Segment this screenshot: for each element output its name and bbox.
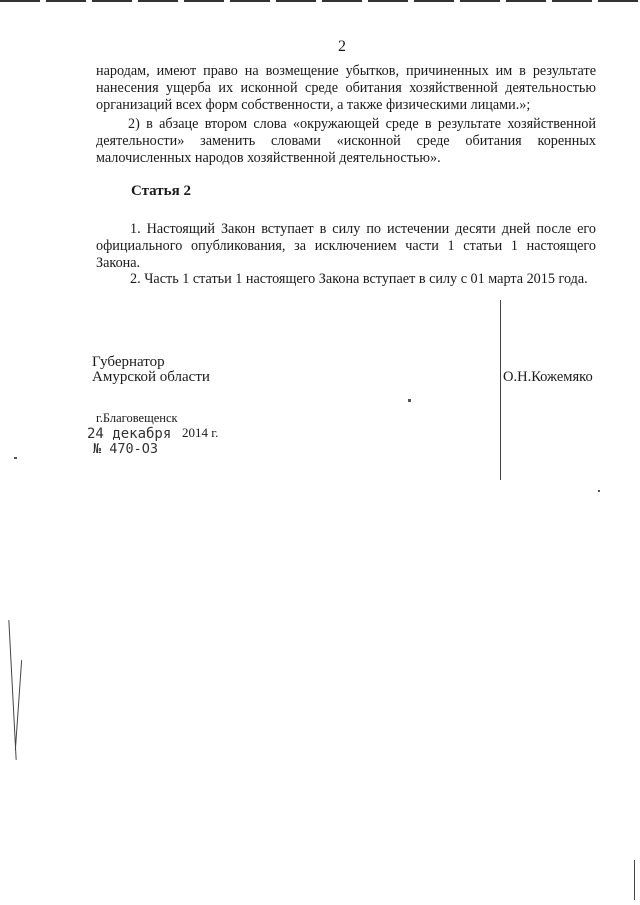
paragraph-continuation: народам, имеют право на возмещение убытков, причиненных им в результате нанесения ущерба их исконной среде обитания хозяйственной деятельностью организаций всех форм собственности, а также физическими лицами.»;: [96, 63, 596, 113]
place-of-signing: г.Благовещенск: [96, 411, 178, 425]
signatory-name: О.Н.Кожемяко: [503, 369, 593, 385]
article-heading: Статья 2: [131, 183, 191, 199]
signatory-title-line-2: Амурской области: [92, 369, 210, 385]
law-number: № 470-ОЗ: [93, 441, 159, 457]
paragraph-amendment: 2) в абзаце втором слова «окружающей среде в результате хозяйственной деятельности» заменить словами «исконной среде обитания коренных малочисленных народов хозяйственной деятельностью».: [96, 116, 596, 166]
signatory-title-line-1: Губернатор: [92, 354, 165, 370]
scan-line-left-edge-2: [15, 660, 22, 750]
scan-speck: [408, 399, 411, 402]
top-border-rule: [0, 0, 640, 2]
scan-line-right-edge: [634, 860, 635, 900]
article-paragraph-1: 1. Настоящий Закон вступает в силу по истечении десяти дней после его официального опубликования, за исключением части 1 статьи 1 настоящего Закона.: [96, 221, 596, 271]
scan-speck: [14, 457, 17, 459]
date-handwritten: 24 декабря: [87, 426, 172, 442]
date-year: 2014 г.: [182, 425, 219, 440]
signatory-title: [92, 355, 210, 385]
article-paragraph-2: 2. Часть 1 статьи 1 настоящего Закона вступает в силу с 01 марта 2015 года.: [130, 271, 588, 287]
scan-line-signature: [500, 300, 501, 480]
page-number: 2: [338, 38, 346, 55]
scan-speck: [598, 490, 600, 492]
